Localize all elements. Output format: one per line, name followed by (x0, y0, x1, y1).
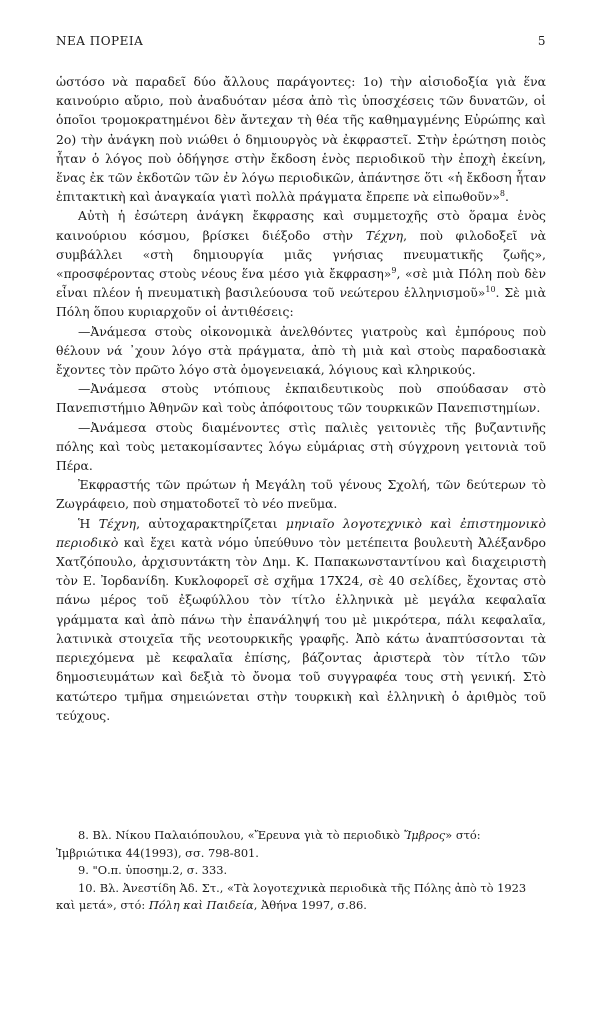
paragraph-3: Ἐκφραστής τῶν πρώτων ἡ Μεγάλη τοῦ γένους Σχολή, τῶν δεύτερων τὸ Ζωγράφειο, ποὺ σηματοδοτεῖ τὸ νέο πνεῦμα. (56, 477, 546, 512)
paragraph-4 (56, 514, 546, 725)
footnote-10-text-a: 10. Βλ. Ἀνεστίδη Ἀδ. Στ., «Τὰ λογοτεχνικὰ περιοδικὰ τῆς Πόλης ἀπὸ τὸ 1923 καὶ μετά», στό: (56, 880, 527, 912)
footnote-ref-9: 9 (391, 265, 397, 275)
footnotes (56, 827, 546, 915)
footnote-8-text-b: » στό: Ἰμβριώτικα 44(1993), σσ. 798-801. (56, 828, 481, 860)
body-text (56, 72, 546, 725)
footnote-ref-10: 10 (485, 285, 496, 295)
dash-item-2: —Ἀνάμεσα στοὺς ντόπιους ἐκπαιδευτικοὺς ποὺ σπούδασαν στὸ Πανεπιστήμιο Ἀθηνῶν καὶ τοὺς ἀπόφοιτους τῶν τουρκικῶν Πανεπιστημίων. (56, 381, 546, 416)
paragraph-4-text-b: , αὐτοχαρακτηρίζεται (136, 515, 286, 531)
paragraph-1-end: . (505, 189, 509, 205)
paragraph-1-text: ὡστόσο νὰ παραδεῖ δύο ἄλλους παράγοντες: 1ο) τὴν αἰσιοδοξία γιὰ ἕνα καινούριο αὔριο, ποὺ ἀναδυόταν μέσα ἀπὸ τὶς ὑποσχέσεις τῶν δυνατῶν, οἱ ὁποῖοι τρομοκρατημένοι δὲν ἄντεχαν τὴ θέα τῆς καθημαγμένης Εὐρώπης καὶ 2ο) τὴν ἀνάγκη ποὺ νιώθει ὁ δημιουργὸς νὰ ἐκφραστεῖ. Στὴν ἐρώτηση ποιὸς ἦταν ὁ λόγος ποὺ ὁδήγησε στὴν ἔκδοση ἑνὸς περιοδικοῦ τὴν ἐποχὴ ἐκείνη, ἕνας ἐκ τῶν ἐκδοτῶν τῶν ἐν λόγω περιοδικῶν, ἀπάντησε ὅτι «ἡ ἔκδοση ἦταν ἐπιτακτικὴ καὶ ἀναγκαία γιατὶ πολλὰ πράγματα ἔπρεπε νὰ εἰπωθοῦν» (56, 74, 546, 205)
footnote-8-italic: Ἴμβρος (403, 828, 446, 842)
dash-item-1: —Ἀνάμεσα στοὺς οἰκονομικὰ ἀνελθόντες γιατροὺς καὶ ἐμπόρους ποὺ θέλουν νά ᾽χουν λόγο στὰ πράγματα, ἀπὸ τὴ μιὰ καὶ στοὺς παραδοσιακὰ ἔχοντες τὸν πρῶτο λόγο στὰ ὁμογενειακά, λόγιους καὶ κληρικούς. (56, 323, 546, 378)
footnote-9: 9. "Ο.π. ὑποσημ.2, σ. 333. (78, 863, 228, 877)
running-header (56, 34, 546, 52)
paragraph-2-text-b: , ποὺ φιλοδοξεῖ νὰ συμβάλλει «στὴ δημιουργία μιᾶς γνήσιας πνευματικῆς ζωῆς», «προσφέροντας στοὺς νέους ἕνα μέσο γιὰ ἔκφραση» (56, 227, 546, 282)
paragraph-2-text-a: Αὐτὴ ἡ ἐσώτερη ἀνάγκη ἔκφρασης καὶ συμμετοχῆς στὸ ὅραμα ἑνὸς καινούριου κόσμου, βρίσκει διέξοδο στὴν (56, 208, 546, 243)
paragraph-1 (56, 72, 546, 206)
footnote-10 (56, 880, 546, 915)
page-number: 5 (537, 34, 546, 48)
footnote-ref-8: 8 (499, 189, 505, 199)
journal-title-techni-2: Τέχνη (98, 515, 137, 531)
journal-title-techni: Τέχνη (365, 227, 404, 243)
running-title: ΝΕΑ ΠΟΡΕΙΑ (56, 34, 144, 48)
journal-self-description: μηνιαῖο λογοτεχνικὸ καὶ ἐπιστημονικὸ περιοδικὸ (56, 515, 547, 550)
footnote-8 (56, 827, 546, 862)
footnote-10-text-b: , Ἀθήνα 1997, σ.86. (253, 898, 367, 912)
paragraph-2 (56, 206, 546, 321)
paragraph-2-text-d: . Σὲ μιὰ Πόλη ὅπου κυριαρχοῦν οἱ ἀντιθέσεις: (56, 285, 546, 320)
paragraph-4-text-c: καὶ ἔχει κατὰ νόμο ὑπεύθυνο τὸν μετέπειτα βουλευτὴ Ἀλέξανδρο Χατζόπουλο, ἀρχισυντάκτη τὸν Δημ. Κ. Παπακωνσταντίνου καὶ διαχειριστὴ τὸν Ε. Ἰορδανίδη. Κυκλοφορεῖ σὲ σχῆμα 17Χ24, σὲ 40 σελίδες, ἔχοντας στὸ πάνω μέρος τοῦ ἐξωφύλλου τὸν τίτλο ἑλληνικὰ μὲ μεγάλα κεφαλαῖα γράμματα καὶ ἀπὸ πάνω τὴν ἐπανάληψή του μὲ μικρότερα, πάλι κεφαλαῖα, λατινικὰ στοιχεῖα τῆς νεοτουρκικῆς γραφῆς. Ἀπὸ κάτω ἀναπτύσσονται τὰ περιεχόμενα μὲ κεφαλαῖα ἐπίσης, βάζοντας ἀριστερὰ τὸν τίτλο τῶν δημοσιευμάτων καὶ δεξιὰ τὸ ὄνομα τοῦ συγγραφέα τους στὴ γενική. Στὸ κατώτερο τμῆμα σημειώνεται στὴν τουρκικὴ καὶ ἑλληνικὴ ὁ ἀριθμὸς τοῦ τεύχους. (56, 534, 546, 723)
footnote-10-italic: Πόλη καὶ Παιδεία (148, 898, 254, 912)
dash-item-3: —Ἀνάμεσα στοὺς διαμένοντες στὶς παλιὲς γειτονιὲς τῆς βυζαντινῆς πόλης καὶ τοὺς μετακομίσαντες λόγω εὐμάριας στὴ σύγχρονη γειτονιὰ τοῦ Πέρα. (56, 419, 546, 474)
paragraph-2-text-c: , «σὲ μιὰ Πόλη ποὺ δὲν εἶναι πλέον ἡ πνευματικὴ βασιλεύουσα τοῦ νεώτερου ἑλληνισμοῦ» (56, 266, 546, 301)
footnote-8-text-a: 8. Βλ. Νίκου Παλαιόπουλου, «Ἔρευνα γιὰ τὸ περιοδικὸ (78, 828, 404, 842)
paragraph-4-text-a: Ἡ (78, 515, 99, 531)
